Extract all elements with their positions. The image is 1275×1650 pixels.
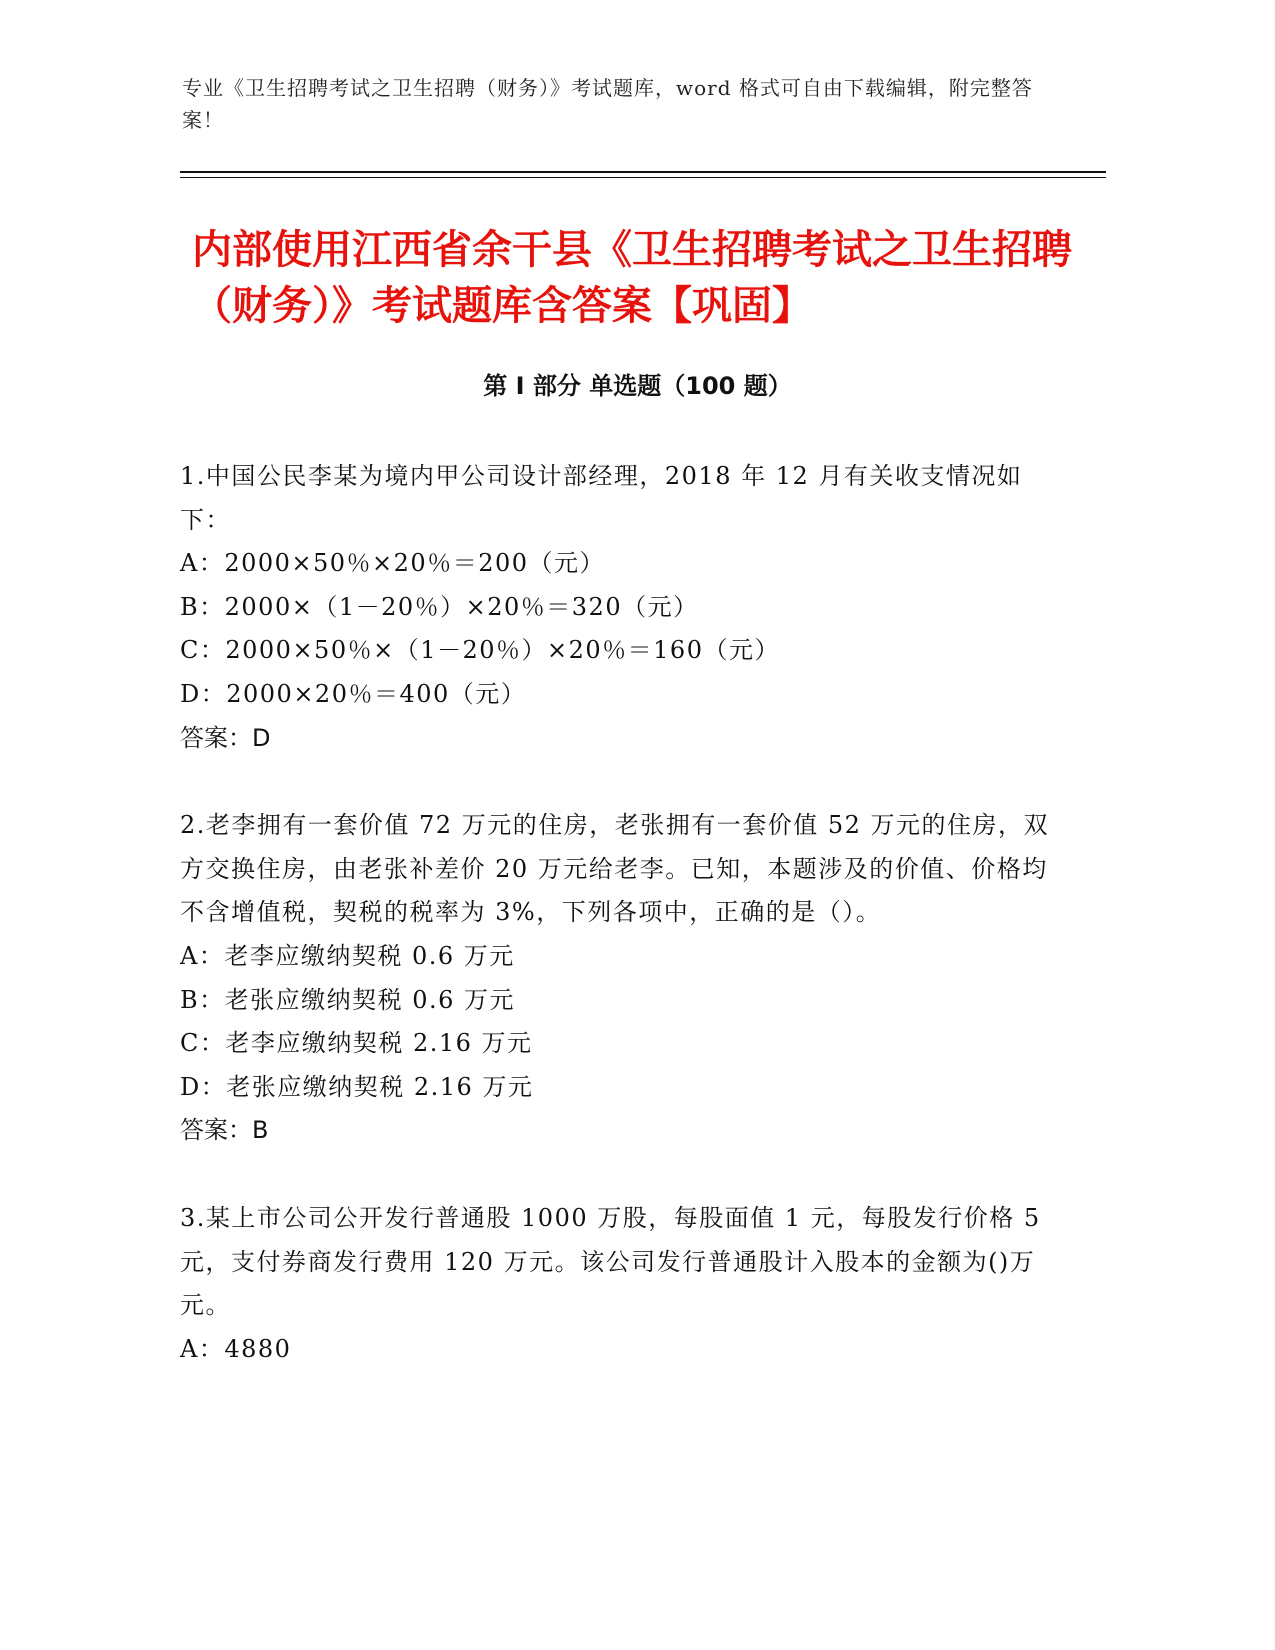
option-c: C：2000×50％×（1－20％）×20％＝160（元） [180, 636, 780, 665]
option-b: B：2000×（1－20％）×20％＝320（元） [180, 592, 699, 621]
question-3 [180, 1197, 1050, 1371]
answer-line: 答案：B [180, 1116, 269, 1145]
option-d: D：老张应缴纳契税 2.16 万元 [180, 1072, 534, 1101]
question-1 [180, 455, 1050, 760]
question-list [180, 455, 1050, 1415]
header-rule-thick [180, 171, 1106, 173]
document-title: 内部使用江西省余干县《卫生招聘考试之卫生招聘（财务）》考试题库含答案【巩固】 [192, 227, 1072, 329]
option-d: D：2000×20％＝400（元） [180, 679, 527, 708]
option-a: A：4880 [180, 1334, 292, 1363]
option-a: A：2000×50％×20％＝200（元） [180, 549, 606, 578]
answer-line: 答案：D [180, 723, 271, 752]
question-stem: 1.中国公民李某为境内甲公司设计部经理，2018 年 12 月有关收支情况如下： [180, 462, 1023, 534]
option-a: A：老李应缴纳契税 0.6 万元 [180, 941, 515, 970]
question-stem: 3.某上市公司公开发行普通股 1000 万股，每股面值 1 元，每股发行价格 5 元，支付券商发行费用 120 万元。该公司发行普通股计入股本的金额为()万元。 [180, 1203, 1041, 1320]
header-note: 专业《卫生招聘考试之卫生招聘（财务）》考试题库，word 格式可自由下载编辑，附完整答案！ [182, 76, 1033, 132]
question-2 [180, 804, 1050, 1153]
header-rule-thin [180, 177, 1106, 178]
question-stem: 2.老李拥有一套价值 72 万元的住房，老张拥有一套价值 52 万元的住房，双方交换住房，由老张补差价 20 万元给老李。已知，本题涉及的价值、价格均不含增值税，契税的税率为 3%，下列各项中，正确的是（）。 [180, 811, 1049, 927]
option-c: C：老李应缴纳契税 2.16 万元 [180, 1029, 533, 1058]
section-heading: 第 I 部分 单选题（100 题） [483, 372, 792, 400]
option-b: B：老张应缴纳契税 0.6 万元 [180, 985, 516, 1014]
